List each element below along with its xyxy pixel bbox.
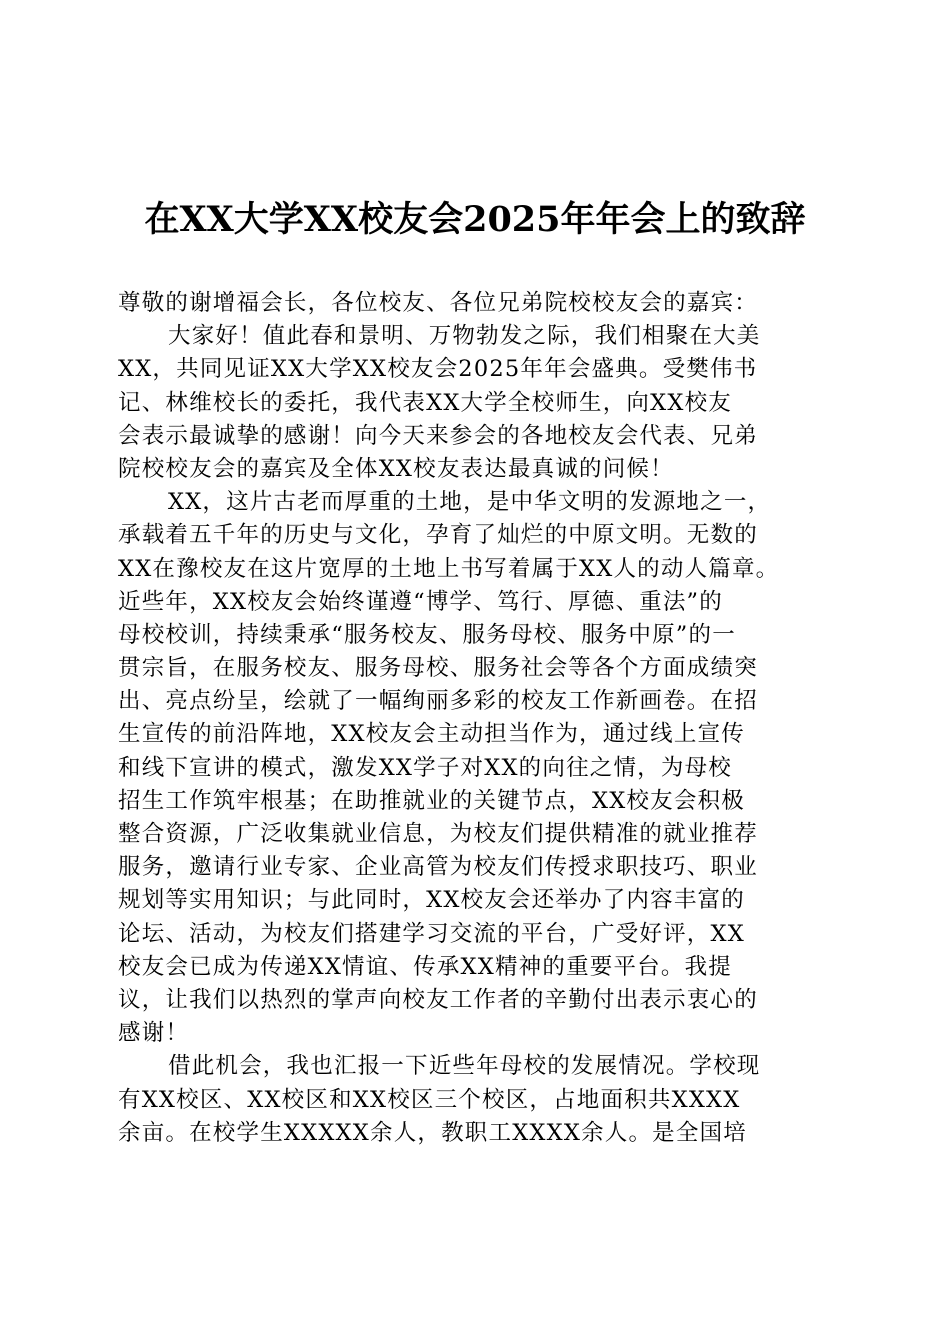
- paragraph-line: 出、亮点纷呈，绘就了一幅绚丽多彩的校友工作新画卷。在招: [118, 688, 758, 715]
- paragraph-line: 院校校友会的嘉宾及全体XX校友表达最真诚的问候！: [118, 455, 674, 482]
- paragraph-line: 承载着五千年的历史与文化，孕育了灿烂的中原文明。无数的: [118, 522, 758, 549]
- paragraph-line: 议，让我们以热烈的掌声向校友工作者的辛勤付出表示衷心的: [118, 986, 758, 1013]
- paragraph-line: 近些年，XX校友会始终谨遵“博学、笃行、厚德、重法”的: [118, 588, 723, 615]
- paragraph-line: 母校校训，持续秉承“服务校友、服务母校、服务中原”的一: [118, 621, 736, 648]
- paragraph-line: XX在豫校友在这片宽厚的土地上书写着属于XX人的动人篇章。: [118, 555, 780, 582]
- paragraph-line: 招生工作筑牢根基；在助推就业的关键节点，XX校友会积极: [118, 787, 745, 814]
- document-body: [118, 287, 830, 1150]
- paragraph-line: XX，这片古老而厚重的土地，是中华文明的发源地之一，: [168, 489, 772, 516]
- paragraph-line: 有XX校区、XX校区和XX校区三个校区，占地面积共XXXX: [118, 1086, 741, 1113]
- paragraph-line: 记、林维校长的委托，我代表XX大学全校师生，向XX校友: [118, 389, 732, 416]
- paragraph-line: 论坛、活动，为校友们搭建学习交流的平台，广受好评，XX: [118, 920, 745, 947]
- paragraph-line: 贯宗旨，在服务校友、服务母校、服务社会等各个方面成绩突: [118, 655, 758, 682]
- paragraph-line: 服务，邀请行业专家、企业高管为校友们传授求职技巧、职业: [118, 854, 758, 881]
- paragraph-line: 和线下宣讲的模式，激发XX学子对XX的向往之情，为母校: [118, 754, 732, 781]
- paragraph-line: 规划等实用知识；与此同时，XX校友会还举办了内容丰富的: [118, 887, 745, 914]
- document-title: 在XX大学XX校友会2025年年会上的致辞: [144, 199, 806, 240]
- paragraph-line: 整合资源，广泛收集就业信息，为校友们提供精准的就业推荐: [118, 821, 758, 847]
- paragraph-line: 会表示最诚挚的感谢！向今天来参会的各地校友会代表、兄弟: [118, 422, 758, 449]
- paragraph-line: 感谢！: [118, 1020, 190, 1047]
- paragraph-line: XX，共同见证XX大学XX校友会2025年年会盛典。受樊伟书: [118, 356, 758, 383]
- paragraph-line: 借此机会，我也汇报一下近些年母校的发展情况。学校现: [168, 1053, 761, 1080]
- paragraph-line: 生宣传的前沿阵地，XX校友会主动担当作为，通过线上宣传: [118, 721, 745, 748]
- paragraph-line: 余亩。在校学生XXXXX余人，教职工XXXX余人。是全国培: [118, 1119, 747, 1146]
- paragraph-line: 大家好！值此春和景明、万物勃发之际，我们相聚在大美: [168, 323, 761, 350]
- salutation-line: 尊敬的谢增福会长，各位校友、各位兄弟院校校友会的嘉宾：: [118, 290, 758, 316]
- paragraph-line: 校友会已成为传递XX情谊、传承XX精神的重要平台。我提: [118, 953, 732, 980]
